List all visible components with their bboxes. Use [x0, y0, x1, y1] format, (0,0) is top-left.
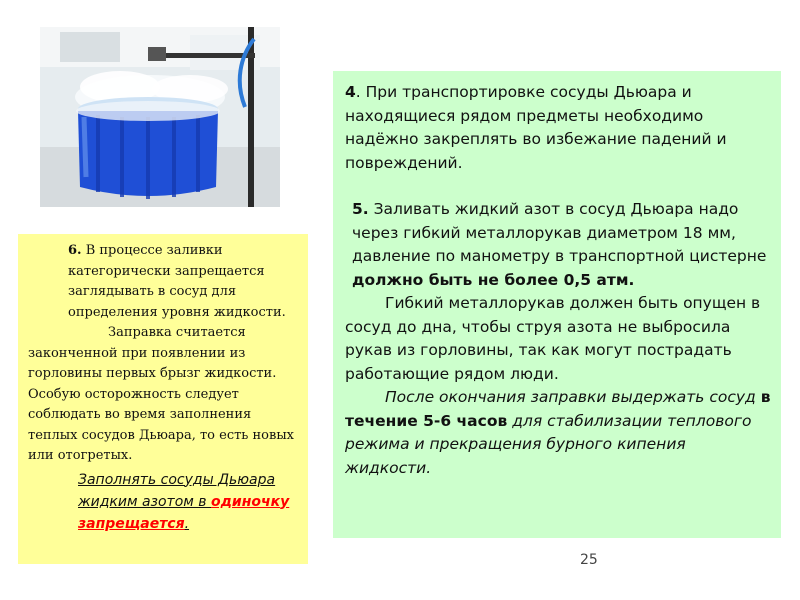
dewar-vessel-photo: [40, 27, 280, 207]
paragraph-6-number: 6.: [68, 243, 82, 258]
paragraph-hose: [345, 292, 771, 386]
paragraph-4: [345, 81, 771, 175]
paragraph-after: [345, 386, 771, 480]
paragraph-5: [345, 198, 771, 292]
paragraph-5-text: Заливать жидкий азот в сосуд Дьюара надо через гибкий металлорукав диаметром 18 мм, давление по манометру в транспортной цистерне: [352, 200, 767, 265]
paragraph-hose-text: Гибкий металлорукав должен быть опущен в сосуд до дна, чтобы струя азота не выбросила рукав из горловины, так как могут пострадать работающие рядом люди.: [345, 294, 761, 383]
warning-text-red: одиночку запрещается: [78, 493, 290, 532]
spacer: [345, 175, 771, 198]
safety-note-right: [333, 71, 781, 538]
paragraph-refill-text: Заправка считается законченной при появлении из горловины первых брызг жидкости. Особую осторожность следует соблюдать во время заполнения теплых сосудов Дьюара, то есть новых или отогретых.: [28, 325, 295, 463]
warning-paragraph: [28, 469, 298, 535]
paragraph-4-number: 4: [345, 83, 356, 101]
paragraph-refill: [28, 323, 298, 467]
paragraph-after-italic-1: После окончания заправки выдержать сосуд: [385, 388, 761, 406]
paragraph-after-italic-2: для стабилизации теплового режима и прекращения бурного кипения жидкости.: [345, 411, 752, 477]
page-number: 25: [580, 552, 598, 568]
warning-text-3: .: [184, 515, 190, 532]
paragraph-5-number: 5.: [352, 200, 369, 218]
safety-note-left: [18, 234, 308, 564]
warning-text-1: Заполнять сосуды Дьюара жидким азотом в: [78, 471, 276, 510]
paragraph-6-text: В процессе заливки категорически запрещается заглядывать в сосуд для определения уровня жидкости.: [68, 243, 286, 320]
paragraph-5-bold: должно быть не более 0,5 атм.: [352, 270, 635, 289]
paragraph-6: [28, 241, 298, 323]
paragraph-after-bold: в течение 5-6 часов: [345, 388, 771, 430]
paragraph-4-text: . При транспортировке сосуды Дьюара и находящиеся рядом предметы необходимо надёжно закреплять во избежание падений и повреждений.: [345, 83, 727, 172]
dewar-vessel-photo-icon: [40, 27, 280, 207]
